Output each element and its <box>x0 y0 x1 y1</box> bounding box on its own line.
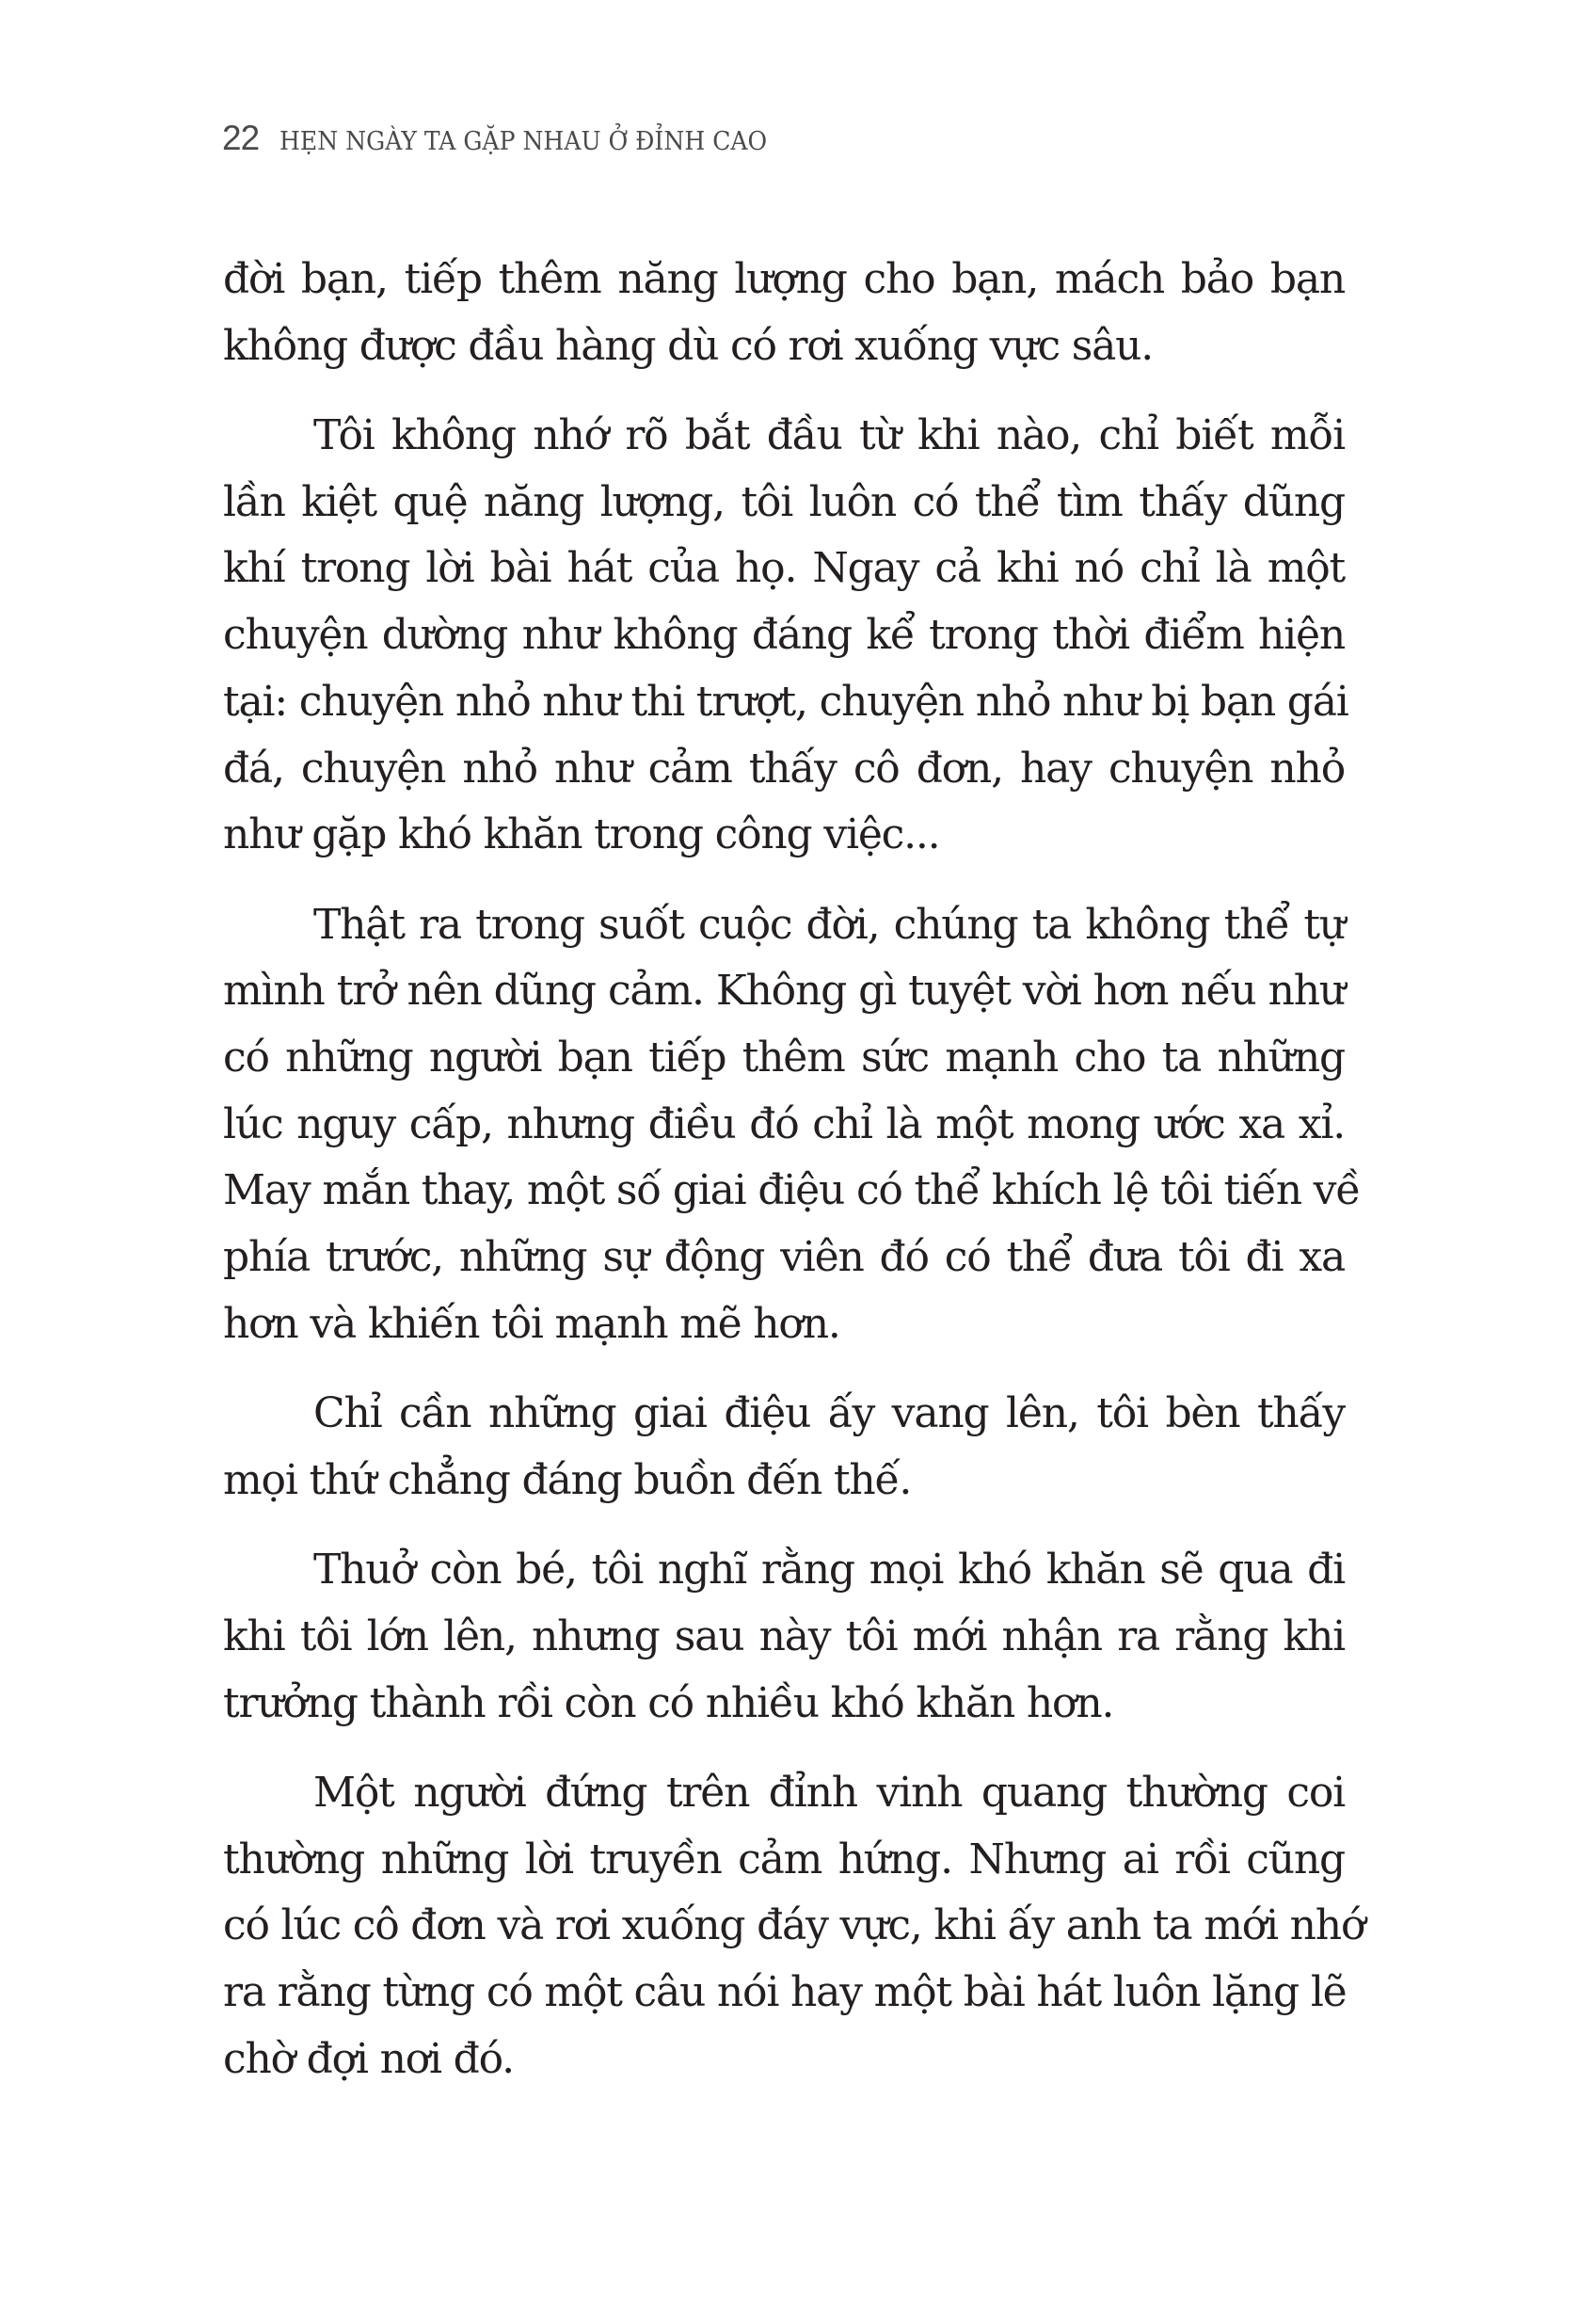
text-line: khí trong lời bài hát của họ. Ngay cả khi nó chỉ là một <box>223 544 1345 593</box>
text-line: hơn và khiến tôi mạnh mẽ hơn. <box>223 1299 840 1348</box>
text-line: khi tôi lớn lên, nhưng sau này tôi mới nhận ra rằng khi <box>223 1611 1345 1660</box>
text-line: không được đầu hàng dù có rơi xuống vực sâu. <box>223 321 1154 370</box>
text-line: tại: chuyện nhỏ như thi trượt, chuyện nhỏ như bị bạn gái <box>223 677 1348 726</box>
running-title: HẸN NGÀY TA GẶP NHAU Ở ĐỈNH CAO <box>279 127 768 156</box>
text-line: trưởng thành rồi còn có nhiều khó khăn hơn. <box>223 1678 1114 1727</box>
paragraph <box>223 1537 1345 1737</box>
paragraph <box>223 247 1345 379</box>
running-head <box>222 119 804 160</box>
text-line: lúc nguy cấp, nhưng điều đó chỉ là một mong ước xa xỉ. <box>223 1099 1345 1148</box>
text-line: May mắn thay, một số giai điệu có thể khích lệ tôi tiến về <box>223 1166 1361 1215</box>
text-line: mình trở nên dũng cảm. Không gì tuyệt vời hơn nếu như <box>223 967 1345 1016</box>
text-line: phía trước, những sự động viên đó có thể đưa tôi đi xa <box>223 1233 1345 1281</box>
paragraph <box>223 892 1361 1358</box>
text-line: chuyện dường như không đáng kể trong thời điểm hiện <box>223 611 1345 660</box>
page-number: 22 <box>222 119 260 157</box>
text-line: như gặp khó khăn trong công việc... <box>223 810 940 859</box>
text-line: đá, chuyện nhỏ như cảm thấy cô đơn, hay chuyện nhỏ <box>223 744 1345 793</box>
text-line: Chỉ cần những giai điệu ấy vang lên, tôi bèn thấy <box>313 1389 1345 1438</box>
paragraph <box>223 1760 1365 2092</box>
text-line: Một người đứng trên đỉnh vinh quang thường coi <box>313 1768 1345 1817</box>
text-line: Thật ra trong suốt cuộc đời, chúng ta không thể tự <box>313 900 1345 949</box>
paragraph <box>223 403 1348 869</box>
text-line: thường những lời truyền cảm hứng. Nhưng ai rồi cũng <box>223 1835 1345 1883</box>
text-line: lần kiệt quệ năng lượng, tôi luôn có thể tìm thấy dũng <box>223 477 1345 526</box>
text-line: có lúc cô đơn và rơi xuống đáy vực, khi ấy anh ta mới nhớ <box>223 1901 1365 1950</box>
text-line: chờ đợi nơi đó. <box>223 2034 514 2083</box>
text-line: có những người bạn tiếp thêm sức mạnh cho ta những <box>223 1033 1345 1082</box>
text-line: mọi thứ chẳng đáng buồn đến thế. <box>223 1455 912 1504</box>
text-line: đời bạn, tiếp thêm năng lượng cho bạn, mách bảo bạn <box>223 255 1345 303</box>
paragraph <box>223 1381 1345 1514</box>
text-line: Thuở còn bé, tôi nghĩ rằng mọi khó khăn sẽ qua đi <box>313 1546 1345 1595</box>
text-line: Tôi không nhớ rõ bắt đầu từ khi nào, chỉ biết mỗi <box>313 411 1345 460</box>
text-line: ra rằng từng có một câu nói hay một bài hát luôn lặng lẽ <box>223 1967 1347 2016</box>
body-text <box>223 247 1365 2116</box>
